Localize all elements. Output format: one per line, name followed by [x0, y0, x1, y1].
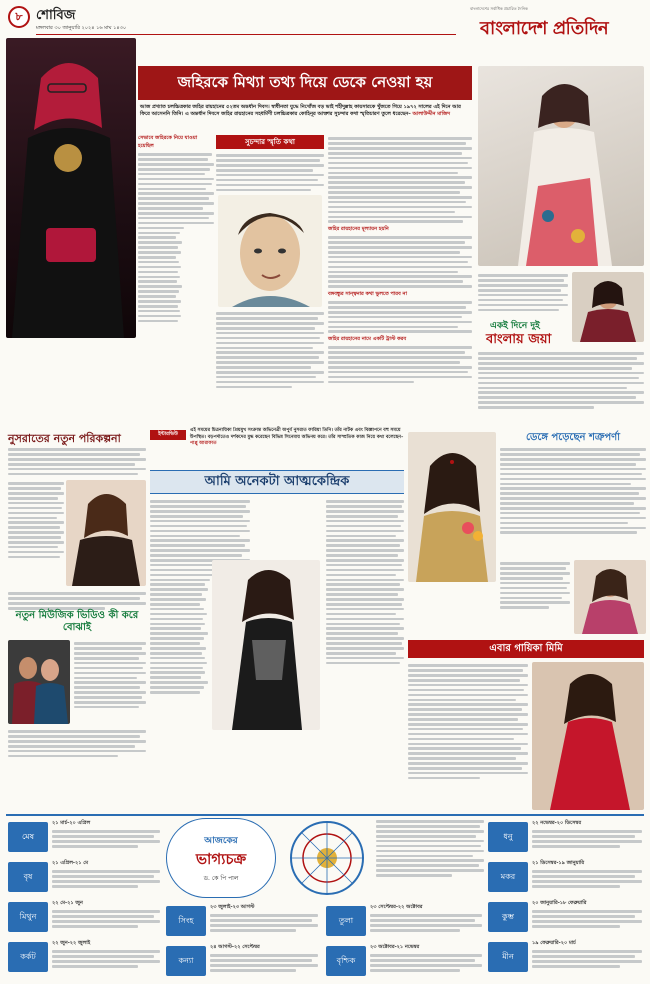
lead-portrait-photo — [6, 38, 136, 338]
interview-headline-box — [150, 470, 404, 494]
zodiac-virgo-date: ২৪ আগস্ট-২২ সেপ্টেম্বর — [210, 944, 260, 950]
dateline: মঙ্গলবার ৩০ জানুয়ারি ২০২৪ ১৬ মাঘ ১৪৩০ — [36, 25, 127, 31]
joya-title-big: বাংলায় জয়া — [486, 332, 552, 347]
zodiac-leo-name: সিংহ — [166, 906, 206, 936]
zodiac-aquarius-date: ২০ জানুয়ারি-১৮ ফেব্রুয়ারি — [532, 900, 587, 906]
horoscope-title-box — [166, 818, 276, 898]
zodiac-gemini-date: ২২ মে-২১ জুন — [52, 900, 83, 906]
horoscope-title-big: ভাগ্যচক্র — [195, 849, 247, 868]
music-video-photo — [8, 640, 70, 724]
mimi-title: এবার গায়িকা মিমি — [489, 642, 563, 654]
interview-headline: আমি অনেকটা আত্মকেন্দ্রিক — [204, 473, 350, 489]
zodiac-leo — [166, 902, 320, 944]
interview-author: পাপ্পু আরাফাত — [190, 441, 217, 447]
zodiac-scorpio-name: বৃশ্চিক — [326, 946, 366, 976]
couple-illustration — [8, 640, 70, 724]
zodiac-aries-name: মেষ — [8, 822, 48, 852]
zodiac-virgo — [166, 942, 320, 984]
zodiac-gemini — [8, 898, 162, 940]
mimi-text — [408, 662, 528, 782]
zodiac-pisces-date: ১৯ ফেব্রুয়ারি-২০ মার্চ — [532, 940, 576, 946]
zodiac-wheel-icon — [287, 818, 367, 898]
joya-photo — [478, 66, 644, 266]
zodiac-libra — [326, 902, 484, 944]
woman-portrait-illustration — [6, 38, 136, 338]
header-rule — [36, 34, 456, 35]
actress-flowers-photo — [408, 432, 496, 582]
woman-inset-2-illustration — [574, 560, 646, 634]
zodiac-taurus — [8, 858, 162, 900]
zodiac-aries-date: ২১ মার্চ-২০ এপ্রিল — [52, 820, 91, 826]
lead-headline-box — [138, 66, 472, 100]
lead-headline: জহিরকে মিথ্যা তথ্য দিয়ে ডেকে নেওয়া হয় — [177, 72, 433, 91]
zodiac-scorpio — [326, 942, 484, 984]
zodiac-pisces-name: মীন — [488, 942, 528, 972]
mimi-title-box — [408, 640, 644, 658]
music-video-title: নতুন মিউজিক ভিডিও কী করে বোঝাই — [15, 610, 139, 633]
zodiac-sagittarius — [488, 818, 644, 860]
woman-inset-illustration — [572, 272, 644, 342]
zodiac-aquarius — [488, 898, 644, 940]
interview-intro-text: এই সময়ের চিত্রনায়িকা প্রিয়মুখ সংক্রান্ত অভিনেত্রী অপুর্ব নুসরাত ফারিয়া তিনি। তাঁর নাটক এবং বিজ্ঞাপনে বহু সময়ে উপস্থিত। বড়পর্দাতেও দর্শকদের মুগ্ধ করেছেন বিভিন্ন সিনেমায় অভিনয় করে। তাঁর সাম্প্রতিক কাজ নিয়ে কথা বলেছেন– — [190, 428, 404, 440]
zodiac-capricorn — [488, 858, 644, 900]
zodiac-scorpio-date: ২৩ অক্টোবর-২১ নভেম্বর — [370, 944, 420, 950]
zodiac-virgo-name: কন্যা — [166, 946, 206, 976]
zahir-raihan-sketch — [218, 195, 322, 307]
horoscope-title-small: আজকের — [204, 835, 238, 846]
zodiac-cancer-date: ২২ জুন-২২ জুলাই — [52, 940, 91, 946]
joya-inset-photo — [572, 272, 644, 342]
memory-box-text — [216, 152, 324, 193]
zodiac-aquarius-name: কুম্ভ — [488, 902, 528, 932]
joya-text-2 — [478, 350, 644, 411]
masthead-logo: বাংলাদেশ প্রতিদিন — [480, 18, 609, 39]
page-number-badge — [8, 6, 30, 28]
lead-intro — [140, 104, 470, 118]
mimi-photo — [532, 662, 644, 810]
page-number: ৮ — [15, 9, 23, 23]
zodiac-pisces — [488, 938, 644, 980]
lead-column-3 — [328, 135, 472, 385]
interview-intro — [190, 428, 404, 448]
zodiac-taurus-date: ২১ এপ্রিল-২১ মে — [52, 860, 89, 866]
zodiac-gemini-name: মিথুন — [8, 902, 48, 932]
nusrat-text-left — [8, 480, 64, 561]
memory-box — [216, 135, 324, 149]
zodiac-aries — [8, 818, 162, 860]
horoscope-author: ড. কে পি পাল — [203, 874, 239, 882]
zodiac-cancer-name: কর্কট — [8, 942, 48, 972]
lead-column-2-lower — [216, 310, 324, 391]
subhead-evaluation: জহির রায়হানের মূল্যায়ন হয়নি — [328, 226, 389, 233]
lead-column-1 — [138, 135, 214, 324]
zodiac-capricorn-name: মকর — [488, 862, 528, 892]
nusrat-title: নুসরাতের নতুন পরিকল্পনা — [8, 432, 121, 445]
zodiac-cancer — [8, 938, 162, 980]
zodiac-taurus-name: বৃষ — [8, 862, 48, 892]
dengue-text-2 — [500, 560, 570, 611]
interview-badge-text: ইন্টারভিউ — [158, 431, 178, 437]
lead-author: আলাউদ্দীন মাজিদ — [412, 111, 450, 117]
dengue-photo — [574, 560, 646, 634]
nusrat-photo — [66, 480, 146, 586]
joya-title-small: একই দিনে দুই — [490, 321, 540, 331]
col1-text-lines — [138, 153, 214, 322]
zodiac-capricorn-date: ২১ ডিসেম্বর-১৯ জানুয়ারি — [532, 860, 585, 866]
subhead-trust: জহির রায়হানের নামে একটি ট্রাস্ট করব — [328, 336, 407, 343]
woman-portrait-2-illustration — [66, 480, 146, 586]
zodiac-libra-name: তুলা — [326, 906, 366, 936]
music-video-text — [74, 640, 146, 711]
zodiac-sagittarius-date: ২২ নভেম্বর-২০ ডিসেম্বর — [532, 820, 582, 826]
section-title: শোবিজ — [36, 8, 76, 23]
woman-red-dress-illustration — [532, 662, 644, 810]
joya-text-1 — [478, 272, 568, 313]
memory-box-title: সুচন্দার স্মৃতি কথা — [245, 138, 295, 146]
nusrat-text-top — [8, 446, 146, 478]
zodiac-wheel — [282, 818, 372, 898]
woman-dress-illustration — [478, 66, 644, 266]
zodiac-libra-date: ২৩ সেপ্টেম্বর-২২ অক্টোবর — [370, 904, 423, 910]
dengue-text — [500, 446, 646, 536]
masthead-tag: বাংলাদেশের সর্বাধিক প্রচারিত দৈনিক — [470, 6, 528, 11]
woman-flowers-illustration — [408, 432, 496, 582]
zodiac-leo-date: ২৩ জুলাই-২৩ আগস্ট — [210, 904, 255, 910]
interview-badge — [150, 430, 186, 440]
horoscope-intro-text — [376, 818, 484, 879]
subhead-bangabandhu: বঙ্গবন্ধুর সান্ত্বনার কথা ভুলতে পারব না — [328, 290, 407, 297]
col1-subhead: সেভাবে জহিরকে নিয়ে যাওয়া হয়েছিল — [138, 135, 198, 149]
sketch-illustration — [218, 195, 322, 307]
nusrat-text-bottom — [8, 590, 146, 612]
lead-intro-text: আজ প্রখ্যাত চলচ্চিত্রকার জহির রায়হানের ৫২তম অন্তর্ধান দিবস। স্বাধীনতা যুদ্ধে নিখোঁজ বড় ভাই শহীদুল্লাহ কায়সারকে খুঁজতে গিয়ে ১৯৭২ সালের এই দিনে আর ফিরে আসেননি তিনি। এ অন্তর্ধান দিবসে জহির রায়হানের সহধর্মিণী চলচ্চিত্রকার কোহিনূর আক্তার সুচন্দার কথা স্মৃতিচারণ তুলে ধরেছেন– — [140, 104, 461, 117]
dengue-title: ডেঙ্গে পড়েছেন শত্রুপর্ণা — [525, 432, 621, 443]
interview-col-2 — [256, 498, 404, 667]
music-video-text-2 — [8, 728, 146, 760]
zodiac-sagittarius-name: ধনু — [488, 822, 528, 852]
